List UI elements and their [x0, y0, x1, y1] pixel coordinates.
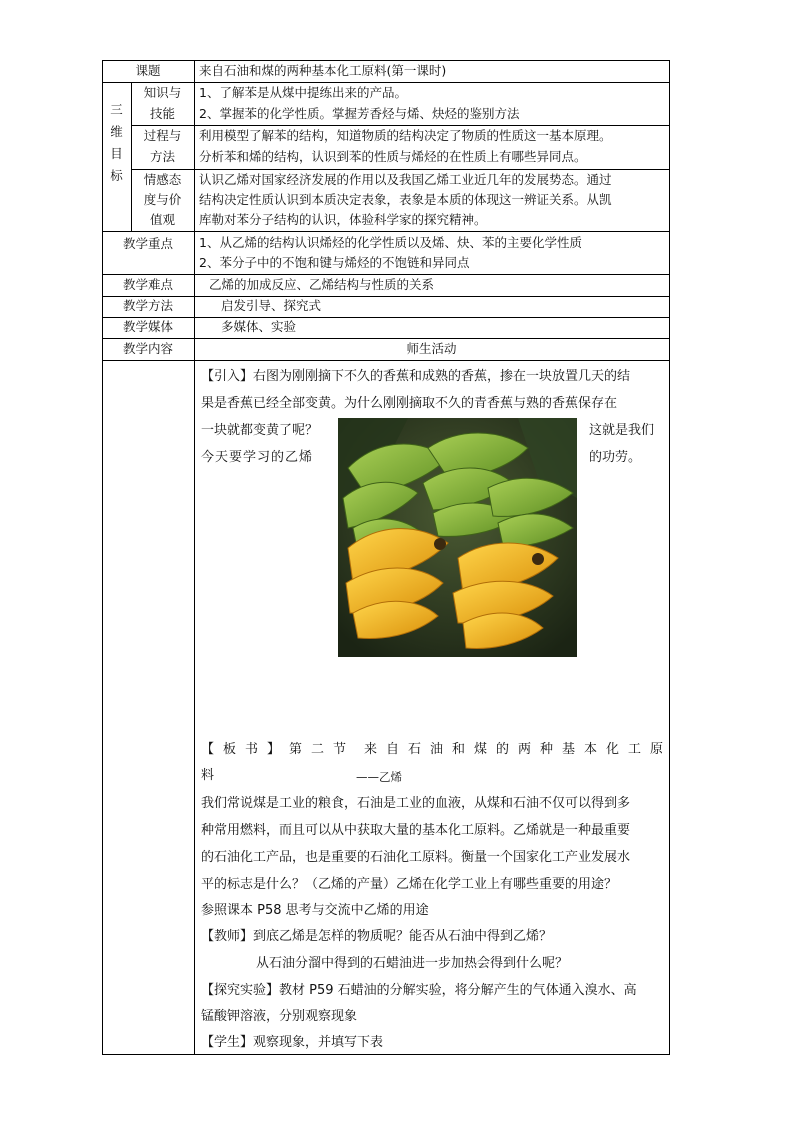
board-char: 的: [495, 742, 509, 757]
explore-line: 【探究实验】教材 P59 石蜡油的分解实验，将分解产生的气体通入溴水、高: [201, 983, 637, 998]
emotion-line: 结构决定性质认识到本质决定表象，表象是本质的体现这一辨证关系。从凯: [199, 192, 612, 207]
student-line: 【学生】观察现象，并填写下表: [201, 1035, 384, 1050]
board-line: [201, 742, 663, 757]
board-char: 化: [605, 742, 619, 757]
board-char: 【: [201, 742, 215, 757]
paragraph-line: 种常用燃料，而且可以从中获取大量的基本化工原料。乙烯就是一种最重要: [201, 823, 631, 838]
teacher-line: 【教师】到底乙烯是怎样的物质呢？能否从石油中得到乙烯？: [201, 929, 553, 944]
board-char: 书: [245, 742, 259, 757]
intro-line: 这就是我们: [589, 423, 655, 438]
paragraph-line: 参照课本 P58 思考与交流中乙烯的用途: [201, 903, 429, 918]
method-value: 启发引导、探究式: [221, 298, 322, 313]
key-line: 2、苯分子中的不饱和键与烯烃的不饱链和异同点: [199, 255, 470, 270]
three-dim-char: 标: [110, 168, 123, 183]
board-subtitle: ——乙烯: [356, 770, 402, 784]
process-label: 方法: [149, 149, 175, 164]
difficulty-value: 乙烯的加成反应、乙烯结构与性质的关系: [209, 277, 435, 292]
board-char: 煤: [473, 742, 487, 757]
process-line: 利用模型了解苯的结构，知道物质的结构决定了物质的性质这一基本原理。: [199, 128, 612, 143]
paragraph-line: 我们常说煤是工业的粮食，石油是工业的血液，从煤和石油不仅可以得到多: [201, 796, 631, 811]
board-char: 第: [289, 742, 303, 757]
media-label: 教学媒体: [122, 319, 173, 334]
board-char: 本: [583, 742, 597, 757]
board-char: 二: [311, 742, 325, 757]
knowledge-label: 知识与: [143, 85, 182, 100]
emotion-label: 度与价: [143, 192, 182, 207]
emotion-line: 认识乙烯对国家经济发展的作用以及我国乙烯工业近几年的发展势态。通过: [199, 172, 612, 187]
process-line: 分析苯和烯的结构，认识到苯的性质与烯烃的在性质上有哪些异同点。: [199, 149, 587, 164]
table-border-left: [102, 60, 103, 1055]
row-divider: [102, 296, 670, 297]
key-label: 教学重点: [122, 236, 173, 251]
knowledge-label: 技能: [149, 106, 175, 121]
row-divider: [131, 169, 670, 170]
process-label: 过程与: [143, 128, 182, 143]
three-dim-char: 维: [110, 124, 123, 139]
knowledge-line: 1、了解苯是从煤中提练出来的产品。: [199, 85, 407, 100]
media-value: 多媒体、实验: [221, 319, 297, 334]
board-char: 工: [627, 742, 641, 757]
method-label: 教学方法: [122, 298, 173, 313]
row-divider: [102, 82, 670, 83]
intro-line: 【引入】右图为刚刚摘下不久的香蕉和成熟的香蕉，掺在一块放置几天的结: [201, 369, 631, 384]
teacher-line: 从石油分溜中得到的石蜡油进一步加热会得到什么呢？: [256, 956, 569, 971]
content-label: 教学内容: [122, 341, 173, 356]
emotion-label: 值观: [149, 212, 175, 227]
board-char: 节: [333, 742, 347, 757]
board-char: 油: [429, 742, 443, 757]
board-char: 】: [267, 742, 281, 757]
three-dim-char: 三: [110, 102, 123, 117]
row-divider: [102, 231, 670, 232]
intro-line: 一块就都变黄了呢？: [201, 423, 319, 438]
row-divider: [102, 360, 670, 361]
intro-line: 果是香蕉已经全部变黄。为什么刚刚摘取不久的青香蕉与熟的香蕉保存在: [201, 396, 618, 411]
board-char: 两: [517, 742, 531, 757]
board-char: 板: [223, 742, 237, 757]
key-line: 1、从乙烯的结构认识烯烃的化学性质以及烯、炔、苯的主要化学性质: [199, 235, 582, 250]
row-divider: [102, 274, 670, 275]
board-char: 来: [363, 742, 377, 757]
emotion-line: 库勒对苯分子结构的认识，体验科学家的探究精神。: [199, 212, 487, 227]
board-char: 原: [649, 742, 663, 757]
difficulty-label: 教学难点: [122, 277, 173, 292]
board-char: 自: [385, 742, 399, 757]
explore-line: 锰酸钾溶液，分别观察现象: [201, 1009, 358, 1024]
emotion-label: 情感态: [143, 172, 182, 187]
table-border-top: [102, 60, 670, 61]
table-border-right: [669, 60, 670, 1055]
board-char: 种: [539, 742, 553, 757]
row-divider: [102, 338, 670, 339]
banana-icon: [338, 418, 577, 657]
three-dim-char: 目: [110, 146, 123, 161]
board-line: 料: [201, 768, 215, 783]
paragraph-line: 的石油化工产品，也是重要的石油化工原料。衡量一个国家化工产业发展水: [201, 850, 631, 865]
row-divider: [102, 317, 670, 318]
board-char: 石: [407, 742, 421, 757]
paragraph-line: 平的标志是什么？（乙烯的产量）乙烯在化学工业上有哪些重要的用途？: [201, 877, 618, 892]
intro-line: 的功劳。: [589, 450, 642, 465]
topic-label: 课题: [135, 63, 161, 78]
row-divider: [131, 125, 670, 126]
activity-label: 师生活动: [406, 341, 457, 356]
board-char: 和: [451, 742, 465, 757]
intro-line: 今天要学习的乙烯: [201, 450, 314, 465]
column-divider: [194, 60, 195, 1055]
banana-photo: [338, 418, 577, 657]
table-border-bottom: [102, 1054, 670, 1055]
board-char: 基: [561, 742, 575, 757]
knowledge-line: 2、掌握苯的化学性质。掌握芳香烃与烯、炔烃的鉴别方法: [199, 106, 520, 121]
topic-value: 来自石油和煤的两种基本化工原料(第一课时): [199, 63, 447, 78]
